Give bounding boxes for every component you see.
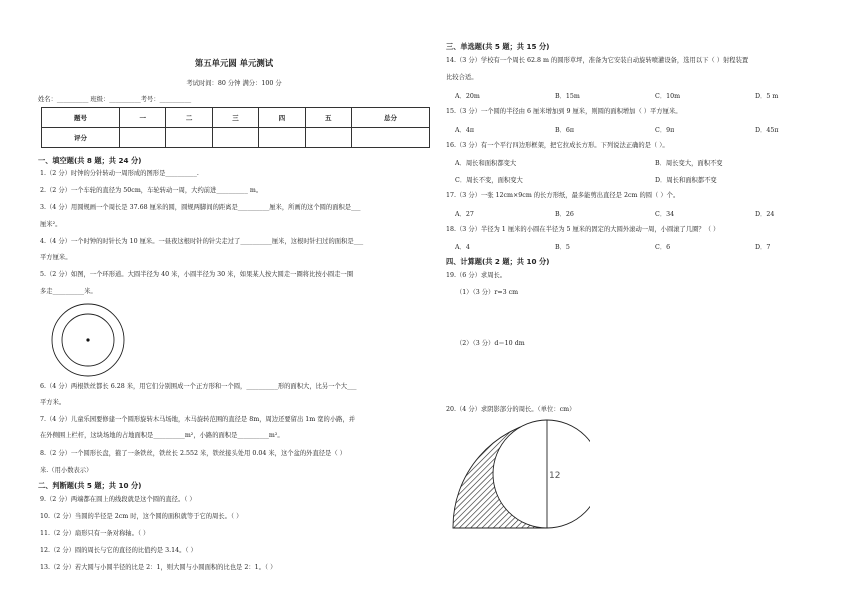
ring-track-figure [48, 302, 128, 380]
question-14-options [455, 91, 855, 100]
question-14-cont: 比较合适。 [446, 74, 478, 81]
option: C．6 [655, 244, 671, 251]
option: A．4π [455, 127, 474, 134]
score-cell: 总分 [351, 108, 429, 128]
option: C．34 [655, 211, 675, 218]
question-7: 7.（4 分）儿童乐园要修建一个圆形旋转木马场地，木马旋转范围的直径是 8m，周边还要留出 1m 宽的小路，并 [40, 416, 356, 423]
diameter-label: 12 [549, 471, 561, 481]
section2-heading: 二、判断题(共 5 题；共 10 分) [38, 481, 142, 490]
option: C．周长不变，面积变大 [455, 177, 523, 184]
option: A．27 [455, 211, 474, 218]
section3-heading: 三、单选题(共 5 题；共 15 分) [446, 42, 550, 51]
option: D．24 [755, 211, 775, 218]
question-4: 4.（4 分）一个时钟的时针长为 10 厘米。一昼夜这根时针的针尖走过了__________厘米，这根时针扫过的面积是___ [40, 238, 364, 245]
option: B．5 [555, 244, 570, 251]
question-16-options-row1 [455, 158, 805, 167]
option: C．10m [655, 93, 681, 100]
score-entry-cell[interactable] [259, 128, 305, 148]
score-entry-cell[interactable] [305, 128, 351, 148]
question-12: 12.（2 分）圆的周长与它的直径的比值约是 3.14。（ ） [40, 547, 197, 554]
section4-heading: 四、计算题(共 2 题；共 10 分) [446, 257, 550, 266]
question-6-cont: 平方米。 [40, 399, 66, 406]
question-16: 16.（3 分）有一个平行四边形框架，把它拉成长方形。下列说法正确的是（ ）。 [446, 142, 669, 149]
section1-heading: 一、填空题(共 8 题；共 24 分) [38, 156, 142, 165]
score-table-score-row [42, 128, 430, 148]
option: B．周长变大，面积不变 [655, 160, 723, 167]
score-table-header-row [42, 108, 430, 128]
question-7-cont: 在外侧围上栏杆，这块场地的占地面积是__________m²，小路的面积是__________m²。 [40, 432, 284, 439]
score-cell: 三 [212, 108, 258, 128]
shaded-region-figure [450, 418, 590, 530]
question-11: 11.（2 分）扇形只有一条对称轴。（ ） [40, 530, 150, 537]
option: A．周长和面积都变大 [455, 160, 517, 167]
question-8: 8.（2 分）一个圆形长盘，箍了一条铁丝，铁丝长 2.552 米，铁丝接头处用 0.04 米，这个盆的外直径是（ ） [40, 450, 346, 457]
score-cell: 四 [259, 108, 305, 128]
score-cell: 五 [305, 108, 351, 128]
question-17: 17.（3 分）一张 12cm×9cm 的长方形纸，最多能剪出直径是 2cm 的圆（ ）个。 [446, 192, 680, 199]
question-14: 14.（3 分）学校有一个周长 62.8 m 的圆形草坪，准备为它安装自动旋转喷灌设备，选用以下（ ）射程装置 [446, 57, 749, 64]
score-entry-cell[interactable] [212, 128, 258, 148]
score-entry-cell[interactable] [120, 128, 166, 148]
question-20: 20.（4 分）求阴影部分的周长。（单位：cm） [446, 406, 576, 413]
question-15: 15.（3 分）一个圆的半径由 6 厘米增加到 9 厘米，则圆的面积增加（ ）平方厘米。 [446, 108, 682, 115]
score-cell: 评分 [42, 128, 120, 148]
exam-subtitle: 考试时间：80 分钟 满分：100 分 [186, 80, 282, 87]
option: D．45π [755, 127, 779, 134]
question-19-part2: （2）（3 分）d＝10 dm [456, 340, 525, 347]
score-entry-cell[interactable] [166, 128, 212, 148]
score-table [41, 107, 430, 148]
option: A．4 [455, 244, 470, 251]
question-5-cont: 多走__________米。 [40, 288, 97, 295]
student-info-line: 姓名：__________ 班级：__________考号：__________ [38, 96, 192, 103]
question-19: 19.（6 分）求周长。 [446, 272, 507, 279]
question-3-cont: 厘米²。 [40, 221, 62, 228]
question-3: 3.（4 分）用圆规画一个周长是 37.68 厘米的圆，圆规两脚间的距离是__________厘米，所画的这个圆的面积是___ [40, 204, 361, 211]
score-entry-cell[interactable] [351, 128, 429, 148]
question-4-cont: 平方厘米。 [40, 254, 72, 261]
question-15-options [455, 125, 855, 134]
question-19-part1: （1）（3 分）r=3 cm [456, 289, 519, 296]
question-1: 1.（2 分）时钟的分针转动一周形成的图形是__________. [40, 170, 199, 177]
option: A．20m [455, 93, 480, 100]
exam-title: 第五单元圆 单元测试 [194, 58, 274, 68]
question-8-cont: 米.（用小数表示） [40, 467, 93, 474]
question-10: 10.（2 分）当圆的半径是 2cm 时，这个圆的面积就等于它的周长。（ ） [40, 513, 243, 520]
question-16-options-row2 [455, 175, 805, 184]
question-18-options [455, 242, 855, 251]
question-13: 13.（2 分）若大圆与小圆半径的比是 2：1，则大圆与小圆面积的比也是 2：1。（ ） [40, 564, 277, 571]
question-17-options [455, 209, 855, 218]
option: D．周长和面积都不变 [655, 177, 717, 184]
question-2: 2.（2 分）一个车轮的直径为 50cm，车轮转动一周，大约前进__________ m。 [40, 187, 263, 194]
option: B．6π [555, 127, 575, 134]
option: B．15m [555, 93, 580, 100]
score-cell: 题号 [42, 108, 120, 128]
center-dot [86, 338, 89, 341]
score-cell: 一 [120, 108, 166, 128]
question-6: 6.（4 分）两根铁丝都长 6.28 米，用它们分别围成一个正方形和一个圆，__________形的面积大，比另一个大___ [40, 383, 357, 390]
question-18: 18.（3 分）半径为 1 厘米的小圆在半径为 5 厘米的固定的大圆外滚动一周，小圆滚了几圈？（ ） [446, 226, 720, 233]
option: D．7 [755, 244, 771, 251]
option: B．26 [555, 211, 574, 218]
question-5: 5.（2 分）如图，一个环形道。大圆半径为 40 米，小圆半径为 30 米，如果某人按大圆走一圈将比按小圆走一圈 [40, 271, 354, 278]
option: C．9π [655, 127, 675, 134]
option: D．5 m [755, 93, 779, 100]
question-9: 9.（2 分）两端都在圆上的线段就是这个圆的直径。（ ） [40, 496, 196, 503]
score-cell: 二 [166, 108, 212, 128]
